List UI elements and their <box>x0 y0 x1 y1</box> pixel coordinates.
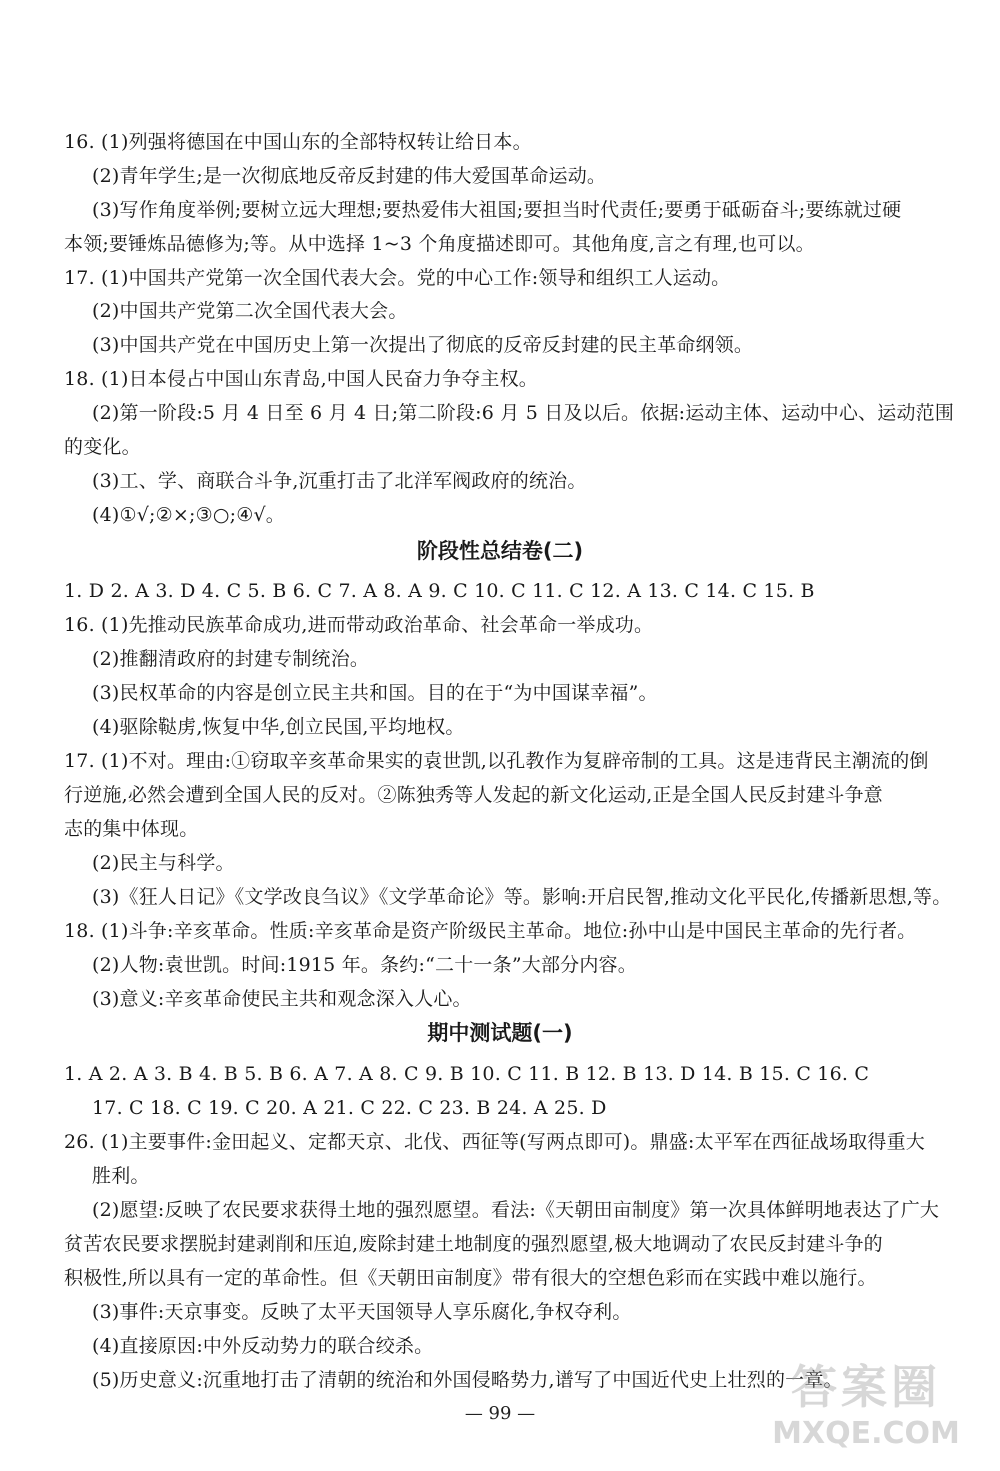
answer-line: 17. (1)中国共产党第一次全国代表大会。党的中心工作:领导和组织工人运动。 <box>64 267 731 289</box>
answer-line: (2)推翻清政府的封建专制统治。 <box>92 648 370 670</box>
answer-line: (3)事件:天京事变。反映了太平天国领导人享乐腐化,争权夺利。 <box>92 1301 632 1323</box>
answer-line: (2)青年学生;是一次彻底地反帝反封建的伟大爱国革命运动。 <box>92 165 607 187</box>
answer-line: (2)民主与科学。 <box>92 852 235 874</box>
page-number: — 99 — <box>464 1403 536 1424</box>
answer-line: (2)愿望:反映了农民要求获得土地的强烈愿望。看法:《天朝田亩制度》第一次具体鲜明地表达了广大 <box>92 1199 940 1221</box>
answer-line: 本领;要锤炼品德修为;等。从中选择 1~3 个角度描述即可。其他角度,言之有理,也可以。 <box>64 233 815 255</box>
answer-line: (4)驱除鞑虏,恢复中华,创立民国,平均地权。 <box>92 716 465 738</box>
choice-answers: 1. D 2. A 3. D 4. C 5. B 6. C 7. A 8. A 9. C 10. C 11. C 12. A 13. C 14. C 15. B <box>64 580 815 602</box>
answer-line: (3)意义:辛亥革命使民主共和观念深入人心。 <box>92 988 472 1010</box>
section-title: 期中测试题(一) <box>427 1021 573 1045</box>
section-title: 阶段性总结卷(二) <box>416 539 584 563</box>
answer-line: 的变化。 <box>64 436 141 458</box>
answer-line: 17. (1)不对。理由:①窃取辛亥革命果实的袁世凯,以孔教作为复辟帝制的工具。这是违背民主潮流的倒 <box>64 750 929 772</box>
choice-answers: 1. A 2. A 3. B 4. B 5. B 6. A 7. A 8. C 9. B 10. C 11. B 12. B 13. D 14. B 15. C 16. C <box>64 1063 870 1085</box>
watermark <box>756 1355 976 1455</box>
answer-line: 行逆施,必然会遭到全国人民的反对。②陈独秀等人发起的新文化运动,正是全国人民反封建斗争意 <box>64 784 883 806</box>
choice-answers: 17. C 18. C 19. C 20. A 21. C 22. C 23. B 24. A 25. D <box>92 1097 607 1119</box>
answer-line: 志的集中体现。 <box>64 818 199 840</box>
answer-line: 16. (1)先推动民族革命成功,进而带动政治革命、社会革命一举成功。 <box>64 614 654 636</box>
answer-line: 26. (1)主要事件:金田起义、定都天京、北伐、西征等(写两点即可)。鼎盛:太平军在西征战场取得重大 <box>64 1131 925 1153</box>
answer-line: (4)①√;②×;③○;④√。 <box>92 504 285 526</box>
answer-line: (3)写作角度举例;要树立远大理想;要热爱伟大祖国;要担当时代责任;要勇于砥砺奋斗;要练就过硬 <box>92 199 902 221</box>
answer-line: 积极性,所以具有一定的革命性。但《天朝田亩制度》带有很大的空想色彩而在实践中难以施行。 <box>64 1267 877 1289</box>
answer-line: 贫苦农民要求摆脱封建剥削和压迫,废除封建土地制度的强烈愿望,极大地调动了农民反封建斗争的 <box>64 1233 883 1255</box>
answer-line: (3)民权革命的内容是创立民主共和国。目的在于“为中国谋幸福”。 <box>92 682 658 704</box>
answer-line: (3)工、学、商联合斗争,沉重打击了北洋军阀政府的统治。 <box>92 470 587 492</box>
answer-line: (5)历史意义:沉重地打击了清朝的统治和外国侵略势力,谱写了中国近代史上壮烈的一章。 <box>92 1369 843 1391</box>
answer-line: 18. (1)斗争:辛亥革命。性质:辛亥革命是资产阶级民主革命。地位:孙中山是中国民主革命的先行者。 <box>64 920 917 942</box>
answer-line: (2)人物:袁世凯。时间:1915 年。条约:“二十一条”大部分内容。 <box>92 954 637 976</box>
answer-line: 16. (1)列强将德国在中国山东的全部特权转让给日本。 <box>64 131 532 153</box>
answer-line: (3)《狂人日记》《文学改良刍议》《文学革命论》等。影响:开启民智,推动文化平民化,传播新思想,等。 <box>92 886 952 908</box>
answer-line: (3)中国共产党在中国历史上第一次提出了彻底的反帝反封建的民主革命纲领。 <box>92 334 754 356</box>
watermark-url: MXQE.COM <box>772 1416 960 1451</box>
answer-line: 18. (1)日本侵占中国山东青岛,中国人民奋力争夺主权。 <box>64 368 539 390</box>
watermark-seal: 答案圈 <box>791 1360 941 1414</box>
answer-line: (2)第一阶段:5 月 4 日至 6 月 4 日;第二阶段:6 月 5 日及以后。依据:运动主体、运动中心、运动范围 <box>92 402 955 424</box>
answer-line: (2)中国共产党第二次全国代表大会。 <box>92 300 408 322</box>
answer-line: 胜利。 <box>92 1165 150 1187</box>
answer-line: (4)直接原因:中外反动势力的联合绞杀。 <box>92 1335 434 1357</box>
